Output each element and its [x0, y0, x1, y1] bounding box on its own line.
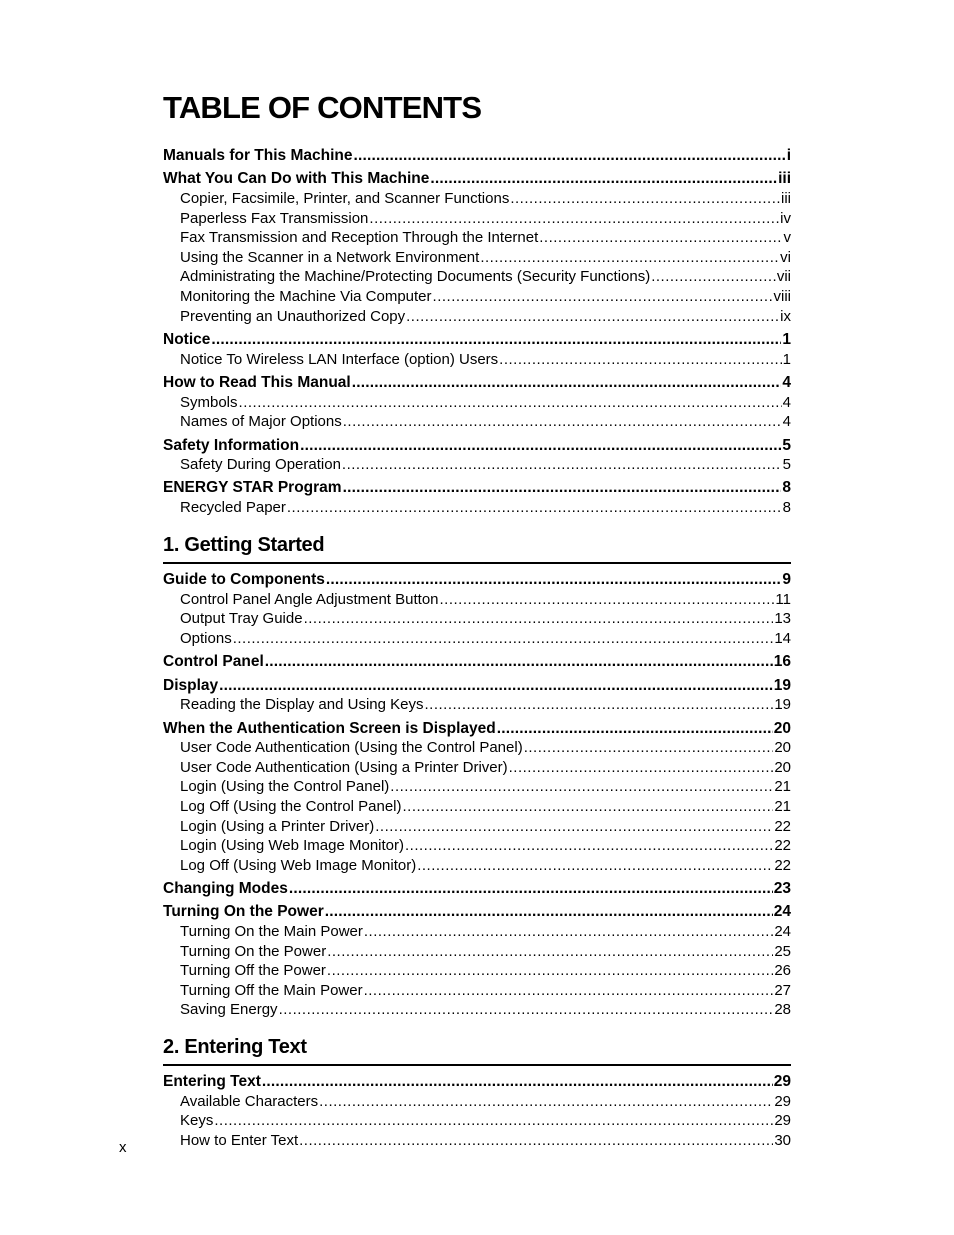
dot-leader	[239, 393, 782, 413]
entry-title: Paperless Fax Transmission	[180, 209, 369, 227]
toc-subsection-entry[interactable]	[163, 1131, 791, 1151]
dot-leader	[440, 590, 775, 610]
dot-leader	[433, 287, 773, 307]
entry-page-number: 24	[773, 903, 791, 921]
entry-title: Changing Modes	[163, 880, 288, 898]
page-number: x	[119, 1139, 127, 1156]
entry-title: User Code Authentication (Using a Printer Driver)	[180, 758, 508, 776]
entry-page-number: 22	[774, 817, 791, 835]
dot-leader	[353, 146, 785, 166]
dot-leader	[390, 777, 773, 797]
entry-page-number: i	[786, 147, 791, 164]
dot-leader	[327, 942, 773, 962]
toc-subsection-entry[interactable]	[163, 836, 791, 856]
entry-page-number: ix	[780, 307, 791, 325]
dot-leader	[417, 856, 773, 876]
dot-leader	[405, 836, 773, 856]
dot-leader	[497, 719, 773, 739]
entry-page-number: 23	[773, 880, 791, 898]
entry-title: Saving Energy	[180, 1001, 278, 1019]
toc-subsection-entry[interactable]	[163, 695, 791, 715]
toc-section-entry[interactable]	[163, 330, 791, 350]
entry-title: Turning Off the Main Power	[180, 981, 363, 999]
toc-subsection-entry[interactable]	[163, 498, 791, 518]
entry-title: Keys	[180, 1112, 214, 1130]
toc-section-entry[interactable]	[163, 478, 791, 498]
toc-section-entry[interactable]	[163, 676, 791, 696]
entry-page-number: 19	[773, 676, 791, 694]
entry-page-number: 29	[773, 1073, 791, 1090]
dot-leader	[524, 738, 774, 758]
dot-leader	[364, 981, 774, 1001]
entry-title: Guide to Components	[163, 571, 325, 588]
dot-leader	[219, 676, 773, 696]
toc-subsection-entry[interactable]	[163, 629, 791, 649]
toc-subsection-entry[interactable]	[163, 1111, 791, 1131]
entry-page-number: 24	[774, 923, 791, 941]
dot-leader	[651, 267, 776, 287]
dot-leader	[343, 478, 782, 498]
entry-page-number: 20	[773, 719, 791, 737]
toc-section-entry[interactable]	[163, 1072, 791, 1092]
entry-page-number: 25	[774, 942, 791, 960]
entry-title: How to Enter Text	[180, 1131, 299, 1149]
entry-title: Manuals for This Machine	[163, 147, 353, 164]
dot-leader	[325, 902, 773, 922]
toc-subsection-entry[interactable]	[163, 961, 791, 981]
toc-section-entry[interactable]	[163, 902, 791, 922]
dot-leader	[287, 498, 782, 518]
entry-title: How to Read This Manual	[163, 373, 351, 391]
dot-leader	[262, 1072, 773, 1092]
dot-leader	[539, 228, 782, 248]
toc-section-entry[interactable]	[163, 373, 791, 393]
toc-section-entry[interactable]	[163, 652, 791, 672]
toc-front-matter	[163, 146, 791, 518]
toc-subsection-entry[interactable]	[163, 856, 791, 876]
toc-subsection-entry[interactable]	[163, 412, 791, 432]
entry-title: When the Authentication Screen is Displayed	[163, 719, 496, 737]
toc-subsection-entry[interactable]	[163, 758, 791, 778]
entry-title: What You Can Do with This Machine	[163, 170, 430, 188]
entry-title: Notice	[163, 330, 211, 348]
toc-section-entry[interactable]	[163, 570, 791, 590]
entry-page-number: iii	[781, 189, 791, 207]
entry-title: Log Off (Using Web Image Monitor)	[180, 856, 417, 874]
toc-section-entry[interactable]	[163, 719, 791, 739]
dot-leader	[233, 629, 774, 649]
dot-leader	[403, 797, 774, 817]
entry-title: Reading the Display and Using Keys	[180, 696, 424, 714]
dot-leader	[375, 817, 773, 837]
toc-section-entry[interactable]	[163, 879, 791, 899]
entry-title: Available Characters	[180, 1092, 319, 1110]
entry-title: Control Panel Angle Adjustment Button	[180, 590, 439, 608]
entry-page-number: 20	[774, 758, 791, 776]
dot-leader	[299, 1131, 773, 1151]
entry-title: Options	[180, 629, 232, 647]
entry-page-number: 16	[773, 653, 791, 671]
entry-page-number: 21	[774, 778, 791, 796]
entry-page-number: viii	[773, 287, 791, 305]
entry-title: Turning On the Power	[180, 942, 327, 960]
entry-page-number: 5	[782, 456, 791, 474]
dot-leader	[343, 412, 782, 432]
dot-leader	[364, 922, 773, 942]
dot-leader	[480, 248, 779, 268]
dot-leader	[509, 758, 774, 778]
entry-page-number: 4	[782, 373, 791, 391]
dot-leader	[326, 570, 781, 590]
entry-page-number: 9	[782, 571, 791, 588]
toc-subsection-entry[interactable]	[163, 267, 791, 287]
toc-subsection-entry[interactable]	[163, 1000, 791, 1020]
entry-page-number: 1	[782, 330, 791, 348]
entry-page-number: 21	[774, 797, 791, 815]
toc-subsection-entry[interactable]	[163, 738, 791, 758]
toc-chapter-entering-text	[163, 1072, 791, 1150]
entry-page-number: 27	[774, 981, 791, 999]
entry-page-number: 1	[782, 350, 791, 368]
toc-subsection-entry[interactable]	[163, 307, 791, 327]
entry-page-number: 14	[774, 629, 791, 647]
entry-page-number: 19	[774, 696, 791, 714]
entry-title: Notice To Wireless LAN Interface (option) Users	[180, 350, 499, 368]
entry-page-number: 5	[782, 436, 791, 454]
entry-page-number: 4	[782, 413, 791, 431]
entry-page-number: iii	[778, 170, 791, 188]
dot-leader	[214, 1111, 773, 1131]
dot-leader	[430, 169, 777, 189]
toc-subsection-entry[interactable]	[163, 609, 791, 629]
entry-title: User Code Authentication (Using the Control Panel)	[180, 739, 523, 757]
entry-page-number: 8	[782, 479, 791, 497]
toc-subsection-entry[interactable]	[163, 248, 791, 268]
page-title: TABLE OF CONTENTS	[163, 90, 482, 125]
entry-title: Display	[163, 676, 219, 694]
entry-title: Log Off (Using the Control Panel)	[180, 797, 402, 815]
toc-subsection-entry[interactable]	[163, 817, 791, 837]
dot-leader	[499, 350, 781, 370]
dot-leader	[211, 330, 781, 350]
dot-leader	[510, 189, 780, 209]
entry-page-number: 28	[774, 1001, 791, 1019]
entry-title: Login (Using a Printer Driver)	[180, 817, 375, 835]
entry-title: Symbols	[180, 393, 238, 411]
dot-leader	[319, 1092, 773, 1112]
chapter-heading-getting-started[interactable]: 1. Getting Started	[163, 534, 791, 564]
entry-page-number: 22	[774, 856, 791, 874]
toc-subsection-entry[interactable]	[163, 1092, 791, 1112]
toc-subsection-entry[interactable]	[163, 797, 791, 817]
entry-title: Control Panel	[163, 653, 264, 671]
toc-subsection-entry[interactable]	[163, 287, 791, 307]
toc-subsection-entry[interactable]	[163, 590, 791, 610]
entry-title: Copier, Facsimile, Printer, and Scanner Functions	[180, 189, 510, 207]
entry-title: ENERGY STAR Program	[163, 479, 342, 497]
entry-page-number: 8	[782, 499, 791, 517]
entry-page-number: 29	[774, 1112, 791, 1130]
entry-page-number: vii	[776, 268, 791, 286]
entry-title: Fax Transmission and Reception Through the Internet	[180, 229, 539, 247]
entry-title: Safety During Operation	[180, 456, 341, 474]
entry-title: Safety Information	[163, 436, 300, 454]
entry-title: Entering Text	[163, 1073, 261, 1090]
entry-title: Administrating the Machine/Protecting Documents (Security Functions)	[180, 268, 651, 286]
entry-title: Login (Using Web Image Monitor)	[180, 837, 404, 855]
toc-subsection-entry[interactable]	[163, 922, 791, 942]
toc-subsection-entry[interactable]	[163, 189, 791, 209]
entry-title: Output Tray Guide	[180, 610, 303, 628]
toc-subsection-entry[interactable]	[163, 350, 791, 370]
dot-leader	[424, 695, 773, 715]
toc-chapter-getting-started	[163, 570, 791, 1020]
toc-subsection-entry[interactable]	[163, 777, 791, 797]
entry-page-number: 4	[782, 393, 791, 411]
dot-leader	[352, 373, 782, 393]
entry-page-number: 22	[774, 837, 791, 855]
toc-subsection-entry[interactable]	[163, 228, 791, 248]
dot-leader	[300, 436, 781, 456]
entry-title: Monitoring the Machine Via Computer	[180, 287, 432, 305]
toc-subsection-entry[interactable]	[163, 981, 791, 1001]
entry-page-number: 29	[774, 1092, 791, 1110]
toc-subsection-entry[interactable]	[163, 455, 791, 475]
toc-section-entry[interactable]	[163, 146, 791, 166]
entry-title: Turning On the Power	[163, 903, 324, 921]
dot-leader	[406, 307, 779, 327]
toc-subsection-entry[interactable]	[163, 209, 791, 229]
entry-title: Turning Off the Power	[180, 962, 326, 980]
dot-leader	[265, 652, 773, 672]
toc-section-entry[interactable]	[163, 436, 791, 456]
dot-leader	[289, 879, 773, 899]
entry-page-number: 11	[775, 590, 791, 608]
toc-section-entry[interactable]	[163, 169, 791, 189]
entry-title: Recycled Paper	[180, 499, 286, 517]
entry-page-number: 13	[774, 610, 791, 628]
entry-title: Preventing an Unauthorized Copy	[180, 307, 406, 325]
dot-leader	[342, 455, 782, 475]
entry-page-number: 26	[774, 962, 791, 980]
entry-page-number: 20	[774, 739, 791, 757]
dot-leader	[304, 609, 774, 629]
entry-page-number: iv	[780, 209, 791, 227]
entry-page-number: v	[783, 229, 791, 247]
dot-leader	[327, 961, 773, 981]
entry-title: Using the Scanner in a Network Environment	[180, 248, 480, 266]
entry-title: Turning On the Main Power	[180, 923, 363, 941]
entry-title: Login (Using the Control Panel)	[180, 778, 390, 796]
chapter-heading-entering-text[interactable]: 2. Entering Text	[163, 1036, 791, 1066]
toc-subsection-entry[interactable]	[163, 942, 791, 962]
dot-leader	[279, 1000, 774, 1020]
toc-subsection-entry[interactable]	[163, 393, 791, 413]
entry-page-number: 30	[774, 1131, 791, 1149]
entry-page-number: vi	[780, 248, 791, 266]
dot-leader	[369, 209, 779, 229]
entry-title: Names of Major Options	[180, 413, 342, 431]
